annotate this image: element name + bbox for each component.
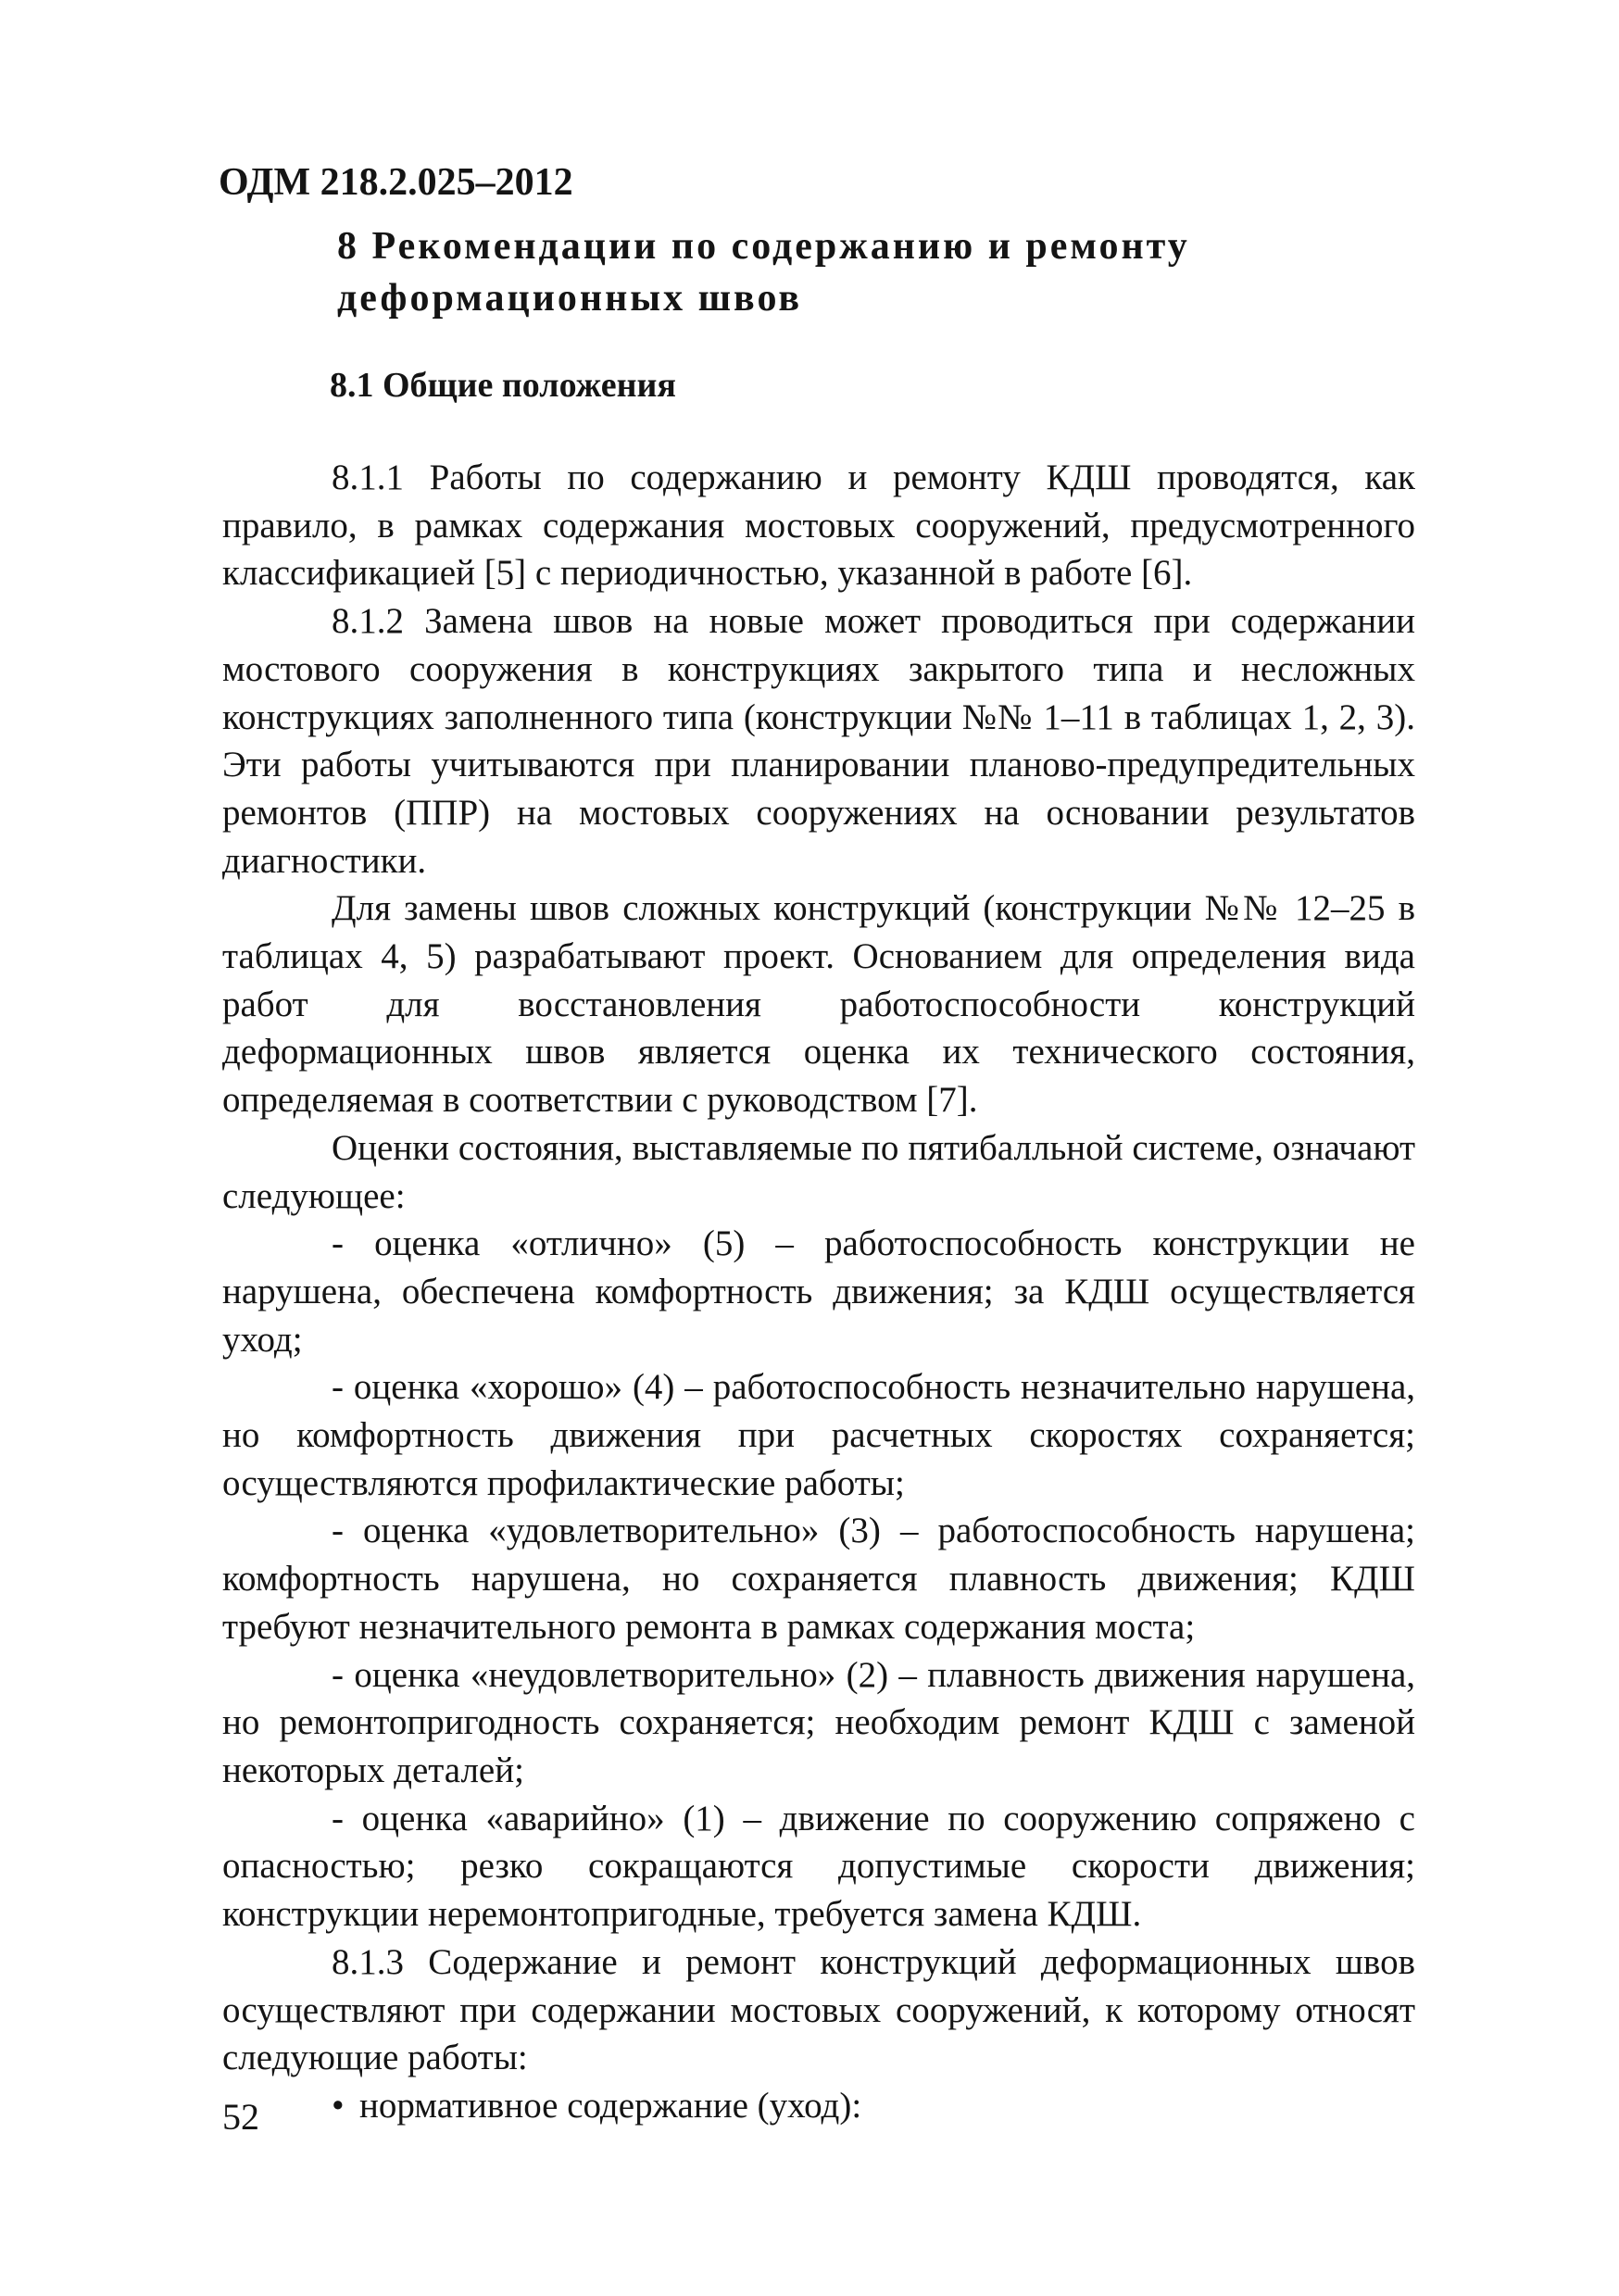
- rating-item-satisfactory: - оценка «удовлетворительно» (3) – работоспособность нарушена; комфортность нарушена, но сохраняется плавность движения; КДШ требуют незначительного ремонта в рамках содержания моста;: [222, 1511, 1415, 1647]
- rating-item-emergency: - оценка «аварийно» (1) – движение по сооружению сопряжено с опасностью; резко сокращаются допустимые скорости движения; конструкции неремонтопригодные, требуется замена КДШ.: [222, 1798, 1415, 1935]
- document-code: ОДМ 218.2.025–2012: [219, 161, 573, 204]
- paragraph-8-1-1: 8.1.1 Работы по содержанию и ремонту КДШ проводятся, как правило, в рамках содержания мостовых сооружений, предусмотренного классификацией [5] с периодичностью, указанной в работе [6].: [222, 458, 1415, 594]
- bullet-item-text: нормативное содержание (уход):: [359, 2085, 862, 2126]
- rating-item-excellent: - оценка «отлично» (5) – работоспособность конструкции не нарушена, обеспечена комфортность движения; за КДШ осуществляется уход;: [222, 1223, 1415, 1360]
- paragraph-8-1-2: 8.1.2 Замена швов на новые может проводиться при содержании мостового сооружения в конструкциях закрытого типа и несложных конструкциях заполненного типа (конструкции №№ 1–11 в таблицах 1, 2, 3). Эти работы учитываются при планировании планово-предупредительных ремонтов (ППР) на мостовых сооружениях на основании результатов диагностики.: [222, 601, 1415, 881]
- bullet-list-item: [222, 2082, 1415, 2130]
- body-text: [222, 454, 1415, 2130]
- bullet-icon: •: [332, 2085, 345, 2126]
- chapter-title: 8 Рекомендации по содержанию и ремонту деформационных швов: [337, 225, 1190, 320]
- paragraph-replacement-complex: Для замены швов сложных конструкций (конструкции №№ 12–25 в таблицах 4, 5) разрабатывают проект. Основанием для определения вида работ для восстановления работоспособности конструкций деформационных швов является оценка их технического состояния, определяемая в соответствии с руководством [7].: [222, 888, 1415, 1121]
- rating-item-unsatisfactory: - оценка «неудовлетворительно» (2) – плавность движения нарушена, но ремонтопригодность сохраняется; необходим ремонт КДШ с заменой некоторых деталей;: [222, 1654, 1415, 1790]
- rating-item-good: - оценка «хорошо» (4) – работоспособность незначительно нарушена, но комфортность движения при расчетных скоростях сохраняется; осуществляются профилактические работы;: [222, 1367, 1415, 1503]
- page-number: 52: [222, 2096, 259, 2138]
- paragraph-rating-intro: Оценки состояния, выставляемые по пятибалльной системе, означают следующее:: [222, 1127, 1415, 1216]
- paragraph-8-1-3: 8.1.3 Содержание и ремонт конструкций деформационных швов осуществляют при содержании мостовых сооружений, к которому относят следующие работы:: [222, 1941, 1415, 2078]
- section-title: 8.1 Общие положения: [330, 366, 676, 405]
